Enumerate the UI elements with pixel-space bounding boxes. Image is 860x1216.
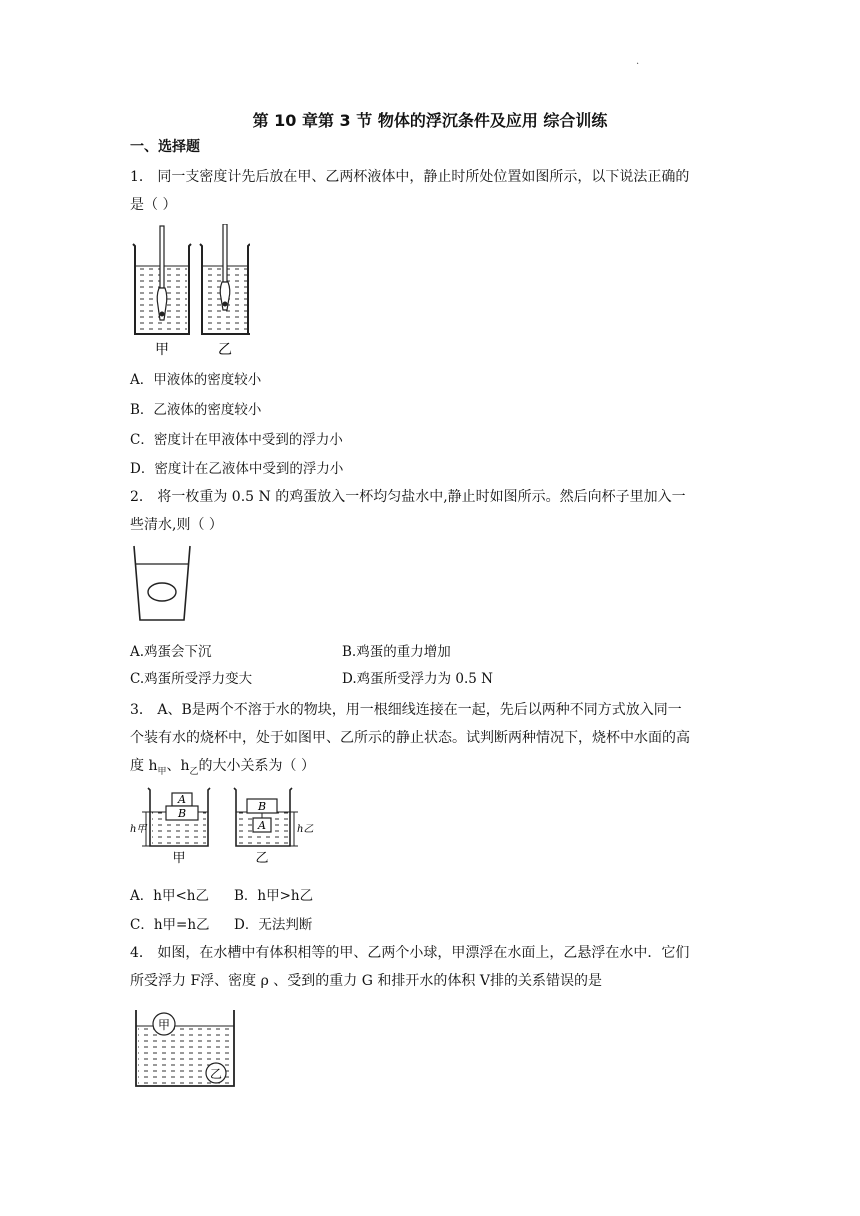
page-title: 第 10 章第 3 节 物体的浮沉条件及应用 综合训练	[252, 111, 608, 130]
q1-option-b: B．乙液体的密度较小	[130, 402, 262, 418]
q2-option-a: A.鸡蛋会下沉	[130, 644, 212, 660]
q3-block-a2: A	[258, 819, 266, 832]
q3-label-h-jia: h甲	[130, 824, 147, 835]
beaker-yi	[200, 224, 250, 334]
q3-option-b: B．h甲>h乙	[234, 888, 314, 904]
page-dot: .	[636, 56, 640, 67]
q3-line3-pre: 度 h	[130, 758, 158, 774]
q3-line3-sub2: 乙	[189, 766, 199, 777]
q2-stem-line1: 2． 将一枚重为 0.5 N 的鸡蛋放入一杯均匀盐水中,静止时如图所示。然后向杯子里加入一	[130, 489, 686, 505]
q3-block-b2: B	[257, 800, 267, 813]
q1-figure-hydrometers	[130, 224, 250, 360]
q1-option-d: D．密度计在乙液体中受到的浮力小	[130, 461, 344, 477]
q3-line3-mid: 、h	[166, 758, 190, 774]
q3-fig-label-jia: 甲	[172, 851, 186, 866]
q1-stem-line1: 1． 同一支密度计先后放在甲、乙两杯液体中，静止时所处位置如图所示，以下说法正确的	[130, 169, 690, 185]
q1-stem-line2: 是（ ）	[130, 197, 177, 213]
q1-option-a: A．甲液体的密度较小	[130, 372, 262, 388]
q3-block-a1: A	[178, 793, 186, 806]
q1-fig-label-jia: 甲	[155, 342, 169, 358]
q3-stem-line1: 3． A、B是两个不溶于水的物块，用一根细线连接在一起，先后以两种不同方式放入同一	[130, 702, 682, 718]
q3-line3-sub1: 甲	[157, 766, 167, 777]
q4-stem-line1: 4． 如图，在水槽中有体积相等的甲、乙两个小球，甲漂浮在水面上，乙悬浮在水中．它们	[130, 945, 690, 961]
q3-option-c: C．h甲=h乙	[130, 917, 210, 933]
q3-block-b1: B	[177, 807, 187, 820]
q4-ball-yi: 乙	[209, 1067, 223, 1081]
q2-option-b: B.鸡蛋的重力增加	[342, 644, 451, 660]
beaker-jia	[133, 226, 191, 334]
q3-stem-line3	[130, 755, 315, 777]
q3-line3-post: 的大小关系为（ ）	[198, 758, 315, 774]
q3-stem-line2: 个装有水的烧杯中，处于如图甲、乙所示的静止状态。试判断两种情况下，烧杯中水面的高	[130, 730, 690, 746]
section-heading: 一、选择题	[130, 139, 200, 155]
q2-figure-egg-cup	[130, 542, 194, 624]
q2-option-c: C.鸡蛋所受浮力变大	[130, 671, 253, 687]
q2-option-d: D.鸡蛋所受浮力为 0.5 N	[342, 671, 493, 687]
q3-figure-blocks	[130, 786, 320, 868]
q1-fig-label-yi: 乙	[218, 342, 232, 358]
q3-option-a: A．h甲<h乙	[130, 888, 209, 904]
q3-fig-label-yi: 乙	[255, 851, 269, 866]
q3-label-h-yi: h乙	[297, 824, 314, 835]
q4-ball-jia: 甲	[157, 1018, 171, 1032]
q1-option-c: C．密度计在甲液体中受到的浮力小	[130, 432, 343, 448]
q4-figure-tank	[134, 1008, 238, 1088]
q4-stem-line2: 所受浮力 F浮、密度 ρ 、受到的重力 G 和排开水的体积 V排的关系错误的是	[130, 973, 602, 989]
q3-option-d: D．无法判断	[234, 917, 313, 933]
q2-stem-line2: 些清水,则（ ）	[130, 517, 223, 533]
